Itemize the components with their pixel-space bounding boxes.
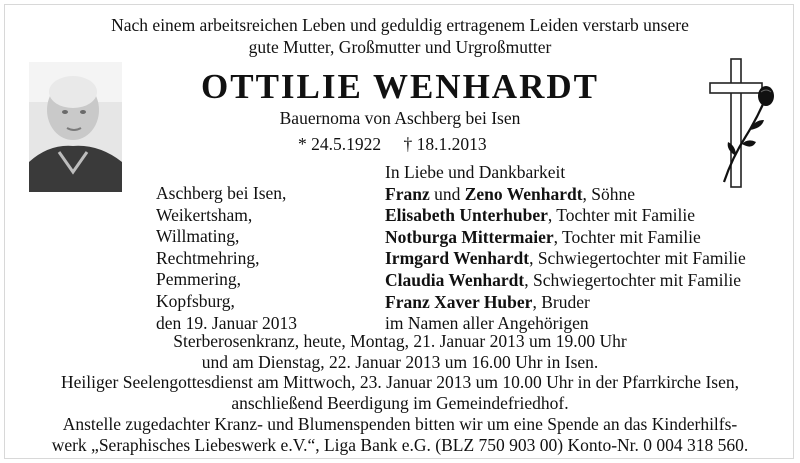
family-row: [385, 248, 746, 270]
family-row: [385, 205, 746, 227]
family-relation: , Söhne: [582, 183, 636, 204]
notice-line: werk „Seraphisches Liebeswerk e.V.“, Liga Bank e.G. (BLZ 750 903 00) Konto-Nr. 0 004 318 560.: [51, 434, 749, 455]
place-line: Kopfsburg,: [156, 290, 235, 311]
date-line: den 19. Januar 2013: [156, 312, 297, 333]
intro-line: gute Mutter, Großmutter und Urgroßmutter: [248, 37, 552, 57]
place-line: Rechtmehring,: [156, 247, 260, 268]
family-name: Elisabeth Unterhuber: [385, 205, 548, 226]
family-row: [385, 184, 746, 206]
deceased-subtitle: Bauernoma von Aschberg bei Isen: [279, 108, 521, 128]
notice-line: Anstelle zugedachter Kranz- und Blumenspenden bitten wir um eine Spende an das Kinderhilfs-: [62, 413, 738, 434]
death-date: † 18.1.2013: [403, 134, 487, 154]
family-relation: , Bruder: [532, 291, 590, 312]
places-list: [156, 183, 297, 334]
family-name: Franz: [385, 183, 430, 204]
birth-date: * 24.5.1922: [298, 134, 382, 154]
notice-line: und am Dienstag, 22. Januar 2013 um 16.00 Uhr in Isen.: [201, 351, 599, 372]
family-row: [385, 227, 746, 249]
family-name: Claudia Wenhardt: [385, 269, 525, 290]
family-row: [385, 292, 746, 314]
family-relation: , Tochter mit Familie: [547, 205, 696, 226]
place-line: Aschberg bei Isen,: [156, 183, 287, 203]
family-row: [385, 270, 746, 292]
family-relation: , Schwiegertochter mit Familie: [529, 248, 746, 269]
intro-text: [0, 14, 800, 58]
place-line: Pemmering,: [156, 269, 242, 290]
life-dates: [298, 133, 487, 155]
notice-line: Heiliger Seelengottesdienst am Mittwoch, 23. Januar 2013 um 10.00 Uhr in der Pfarrkirche Isen,: [61, 372, 739, 393]
family-name: Zeno Wenhardt: [464, 183, 583, 204]
notice-line: Sterberosenkranz, heute, Montag, 21. Januar 2013 um 19.00 Uhr: [173, 331, 627, 351]
family-footer: im Namen aller Angehörigen: [385, 313, 589, 334]
family-name: Franz Xaver Huber: [385, 291, 533, 312]
family-conjunction: und: [429, 183, 465, 204]
service-notice: [0, 331, 800, 455]
family-list: [385, 162, 746, 335]
place-line: Willmating,: [156, 226, 240, 247]
family-name: Irmgard Wenhardt: [385, 248, 530, 269]
intro-line: Nach einem arbeitsreichen Leben und geduldig ertragenem Leiden verstarb unsere: [111, 15, 689, 35]
deceased-name: OTTILIE WENHARDT: [201, 67, 599, 106]
family-relation: , Tochter mit Familie: [553, 226, 701, 247]
family-header: In Liebe und Dankbarkeit: [385, 162, 566, 182]
notice-line: anschließend Beerdigung im Gemeindefriedhof.: [231, 393, 569, 414]
family-name: Notburga Mittermaier: [385, 226, 554, 247]
place-line: Weikertsham,: [156, 204, 253, 225]
family-relation: , Schwiegertochter mit Familie: [524, 269, 741, 290]
